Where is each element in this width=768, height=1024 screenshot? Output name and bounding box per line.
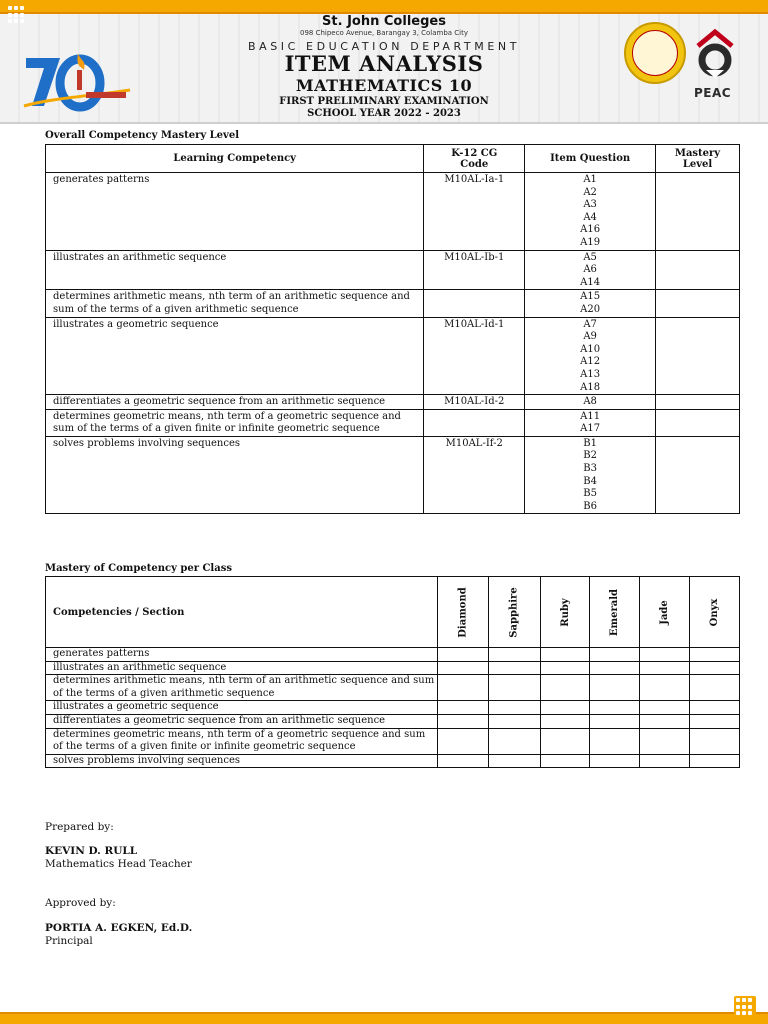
mastery-level-cell [656, 250, 740, 290]
competency-cell: illustrates a geometric sequence [46, 317, 424, 395]
header-divider [0, 122, 768, 124]
section-mastery-cell [690, 675, 740, 701]
cg-code-cell: M10AL-Id-1 [424, 317, 525, 395]
competency-cell: differentiates a geometric sequence from an arithmetic sequence [46, 714, 438, 728]
document-title: ITEM ANALYSIS [284, 51, 484, 76]
item-question-cell [525, 395, 656, 410]
cg-code-cell: M10AL-Id-2 [424, 395, 525, 410]
table-row [46, 290, 740, 317]
section-mastery-cell [489, 675, 540, 701]
table-row [46, 661, 740, 675]
table-header-row [46, 577, 740, 648]
section-mastery-cell [640, 754, 690, 768]
section-mastery-cell [690, 714, 740, 728]
col-header-section: Diamond [437, 577, 488, 648]
item-question: B4 [583, 475, 597, 487]
competency-cell: solves problems involving sequences [46, 436, 424, 514]
item-question: A12 [580, 356, 601, 368]
col-header-competency: Learning Competency [46, 145, 424, 173]
competency-cell: determines arithmetic means, nth term of an arithmetic sequence and sum of the terms of a given arithmetic sequence [46, 290, 424, 317]
item-question: A14 [580, 276, 601, 288]
col-header-section: Sapphire [489, 577, 540, 648]
section-mastery-cell [540, 701, 590, 715]
mastery-level-cell [656, 173, 740, 251]
prepared-by-name: KEVIN D. RULL [45, 845, 138, 857]
section-mastery-cell [489, 714, 540, 728]
subject-title: MATHEMATICS 10 [295, 76, 473, 95]
competency-cell: illustrates a geometric sequence [46, 701, 438, 715]
section-mastery-cell [640, 648, 690, 662]
item-question: A13 [580, 368, 601, 380]
department-name: BASIC EDUCATION DEPARTMENT [247, 40, 521, 53]
section-mastery-cell [590, 661, 640, 675]
section-mastery-cell [690, 754, 740, 768]
col-header-section: Ruby [540, 577, 590, 648]
competency-cell: illustrates an arithmetic sequence [46, 661, 438, 675]
section-mastery-cell [590, 754, 640, 768]
item-question: B6 [583, 500, 597, 512]
grid-menu-icon [734, 996, 756, 1018]
section-mastery-cell [489, 661, 540, 675]
table-row [46, 436, 740, 514]
section-mastery-cell [590, 675, 640, 701]
exam-title: FIRST PRELIMINARY EXAMINATION [279, 96, 489, 107]
peac-label: PEAC [694, 86, 732, 100]
overall-competency-table [45, 144, 740, 514]
competency-cell: generates patterns [46, 648, 438, 662]
item-question: A16 [580, 224, 601, 236]
competency-cell: solves problems involving sequences [46, 754, 438, 768]
item-question: A2 [583, 186, 597, 198]
section-mastery-cell [590, 728, 640, 754]
item-question-cell [525, 173, 656, 251]
col-header-code: K-12 CG Code [424, 145, 525, 173]
table-row [46, 395, 740, 410]
table-row [46, 250, 740, 290]
section-mastery-cell [437, 754, 488, 768]
table-row [46, 754, 740, 768]
item-question: A18 [580, 381, 601, 393]
section-mastery-cell [690, 728, 740, 754]
section-mastery-cell [640, 701, 690, 715]
col-header-section: Jade [640, 577, 690, 648]
section-mastery-cell [540, 728, 590, 754]
item-question: A7 [583, 318, 597, 330]
section-mastery-cell [540, 754, 590, 768]
mastery-level-cell [656, 317, 740, 395]
item-question: B1 [583, 437, 597, 449]
section-mastery-cell [540, 675, 590, 701]
col-header-competencies-section: Competencies / Section [46, 577, 438, 648]
section-mastery-cell [540, 661, 590, 675]
table-row [46, 714, 740, 728]
school-name: St. John Colleges [322, 14, 446, 29]
per-class-mastery-table [45, 576, 740, 768]
section-mastery-cell [640, 714, 690, 728]
competency-cell: differentiates a geometric sequence from an arithmetic sequence [46, 395, 424, 410]
footer-accent-stripe [0, 1014, 768, 1024]
section-mastery-cell [437, 675, 488, 701]
item-question-cell [525, 317, 656, 395]
approved-by-label: Approved by: [45, 897, 116, 909]
item-question: A11 [580, 410, 601, 422]
section-mastery-cell [489, 701, 540, 715]
item-question-cell [525, 290, 656, 317]
table-header-row [46, 145, 740, 173]
section-mastery-cell [640, 728, 690, 754]
section-mastery-cell [540, 714, 590, 728]
section-mastery-cell [540, 648, 590, 662]
item-question: A20 [580, 303, 601, 315]
cg-code-cell: M10AL-If-2 [424, 436, 525, 514]
mastery-level-cell [656, 436, 740, 514]
section-mastery-cell [489, 754, 540, 768]
competency-cell: generates patterns [46, 173, 424, 251]
cg-code-cell [424, 409, 525, 436]
table-row [46, 648, 740, 662]
item-question: A3 [583, 199, 597, 211]
item-question: B3 [583, 463, 597, 475]
item-question: B2 [583, 450, 597, 462]
competency-cell: determines geometric means, nth term of a geometric sequence and sum of the terms of a given finite or infinite geometric sequence [46, 409, 424, 436]
mastery-level-cell [656, 290, 740, 317]
school-year: SCHOOL YEAR 2022 - 2023 [307, 108, 461, 119]
item-question: A5 [583, 251, 597, 263]
item-question-cell [525, 436, 656, 514]
section-mastery-cell [437, 701, 488, 715]
item-question-cell [525, 250, 656, 290]
col-header-item: Item Question [525, 145, 656, 173]
item-question: A1 [583, 174, 597, 185]
cg-code-cell: M10AL-Ib-1 [424, 250, 525, 290]
item-question: A19 [580, 236, 601, 248]
overall-section-title: Overall Competency Mastery Level [45, 130, 239, 141]
mastery-level-cell [656, 395, 740, 410]
prepared-by-title: Mathematics Head Teacher [45, 858, 192, 870]
section-mastery-cell [690, 701, 740, 715]
item-question: A10 [580, 343, 601, 355]
table-row [46, 317, 740, 395]
item-question: A6 [583, 264, 597, 276]
section-mastery-cell [437, 648, 488, 662]
section-mastery-cell [437, 661, 488, 675]
section-mastery-cell [489, 648, 540, 662]
cg-code-cell: M10AL-Ia-1 [424, 173, 525, 251]
section-mastery-cell [590, 701, 640, 715]
school-address: 098 Chipeco Avenue, Barangay 3, Colamba City [299, 29, 469, 37]
table-row [46, 701, 740, 715]
col-header-mastery: Mastery Level [656, 145, 740, 173]
item-question: A9 [583, 331, 597, 343]
section-mastery-cell [640, 675, 690, 701]
competency-cell: illustrates an arithmetic sequence [46, 250, 424, 290]
section-mastery-cell [590, 648, 640, 662]
item-question: B5 [583, 488, 597, 500]
item-question: A8 [583, 396, 597, 408]
mastery-level-cell [656, 409, 740, 436]
section-mastery-cell [489, 728, 540, 754]
per-class-section-title: Mastery of Competency per Class [45, 563, 232, 574]
section-mastery-cell [690, 648, 740, 662]
item-question: A4 [583, 211, 597, 223]
item-question-cell [525, 409, 656, 436]
prepared-by-label: Prepared by: [45, 821, 114, 833]
col-header-section: Emerald [590, 577, 640, 648]
header-accent-stripe [0, 0, 768, 12]
competency-cell: determines geometric means, nth term of a geometric sequence and sum of the terms of a given finite or infinite geometric sequence [46, 728, 438, 754]
section-mastery-cell [590, 714, 640, 728]
approved-by-name: PORTIA A. EGKEN, Ed.D. [45, 922, 193, 934]
item-question: A17 [580, 423, 601, 435]
competency-cell: determines arithmetic means, nth term of an arithmetic sequence and sum of the terms of a given arithmetic sequence [46, 675, 438, 701]
section-mastery-cell [640, 661, 690, 675]
table-row [46, 173, 740, 251]
item-question: A15 [580, 291, 601, 303]
table-row [46, 728, 740, 754]
col-header-section: Onyx [690, 577, 740, 648]
section-mastery-cell [690, 661, 740, 675]
cg-code-cell [424, 290, 525, 317]
approved-by-title: Principal [45, 935, 93, 947]
section-mastery-cell [437, 728, 488, 754]
table-row [46, 409, 740, 436]
table-row [46, 675, 740, 701]
section-mastery-cell [437, 714, 488, 728]
